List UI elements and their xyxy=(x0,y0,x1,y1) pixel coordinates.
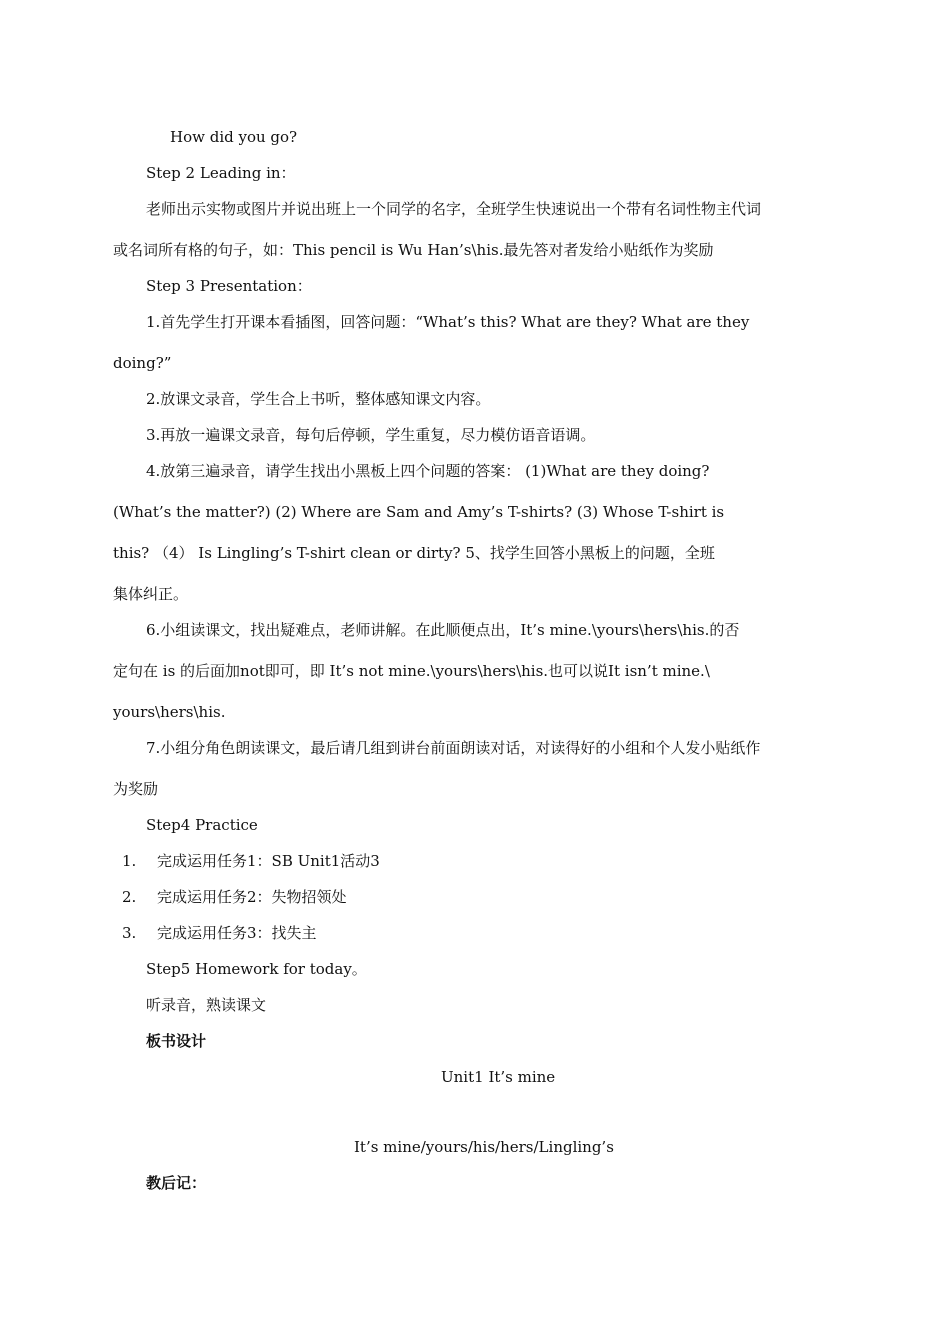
text-line: this? （4） Is Lingling’s T-shirt clean or dirty? 5、找学生回答小黑板上的问题，全班 xyxy=(113,544,715,562)
text-line: doing?” xyxy=(113,354,172,372)
text-line: yours\hers\his. xyxy=(113,703,226,721)
list-number: 2. xyxy=(122,888,137,906)
text-line: 3.再放一遍课文录音，每句后停顿，学生重复，尽力模仿语音语调。 xyxy=(146,426,596,444)
text-line: 1.首先学生打开课本看插图，回答问题：“What’s this? What are they? What are they xyxy=(146,313,750,331)
text-line: 为奖励 xyxy=(113,780,159,798)
text-line: 老师出示实物或图片并说出班上一个同学的名字，全班学生快速说出一个带有名词性物主代词 xyxy=(146,200,762,218)
text-line: 或名词所有格的句子，如：This pencil is Wu Han’s\his.最先答对者发给小贴纸作为奖励 xyxy=(113,241,714,259)
text-line: 定句在 is 的后面加not即可，即 It’s not mine.\yours\hers\his.也可以说It isn’t mine.\ xyxy=(113,662,710,680)
text-line: How did you go? xyxy=(170,128,298,146)
blackboard-title: Unit1 It’s mine xyxy=(441,1068,556,1086)
reflection-heading: 教后记： xyxy=(146,1174,207,1192)
list-item: 完成运用任务2：失物招领处 xyxy=(157,888,347,906)
step2-heading: Step 2 Leading in： xyxy=(146,164,296,182)
text-line: 4.放第三遍录音，请学生找出小黑板上四个问题的答案： (1)What are they doing? xyxy=(146,462,710,480)
blackboard-line: It’s mine/yours/his/hers/Lingling’s xyxy=(354,1138,614,1156)
step3-heading: Step 3 Presentation： xyxy=(146,277,312,295)
text-line: (What’s the matter?) (2) Where are Sam and Amy’s T-shirts? (3) Whose T-shirt is xyxy=(113,503,725,521)
list-item: 完成运用任务3：找失主 xyxy=(157,924,317,942)
list-number: 1. xyxy=(122,852,137,870)
step5-heading: Step5 Homework for today。 xyxy=(146,960,367,978)
blackboard-design-heading: 板书设计 xyxy=(146,1032,207,1050)
text-line: 7.小组分角色朗读课文，最后请几组到讲台前面朗读对话，对读得好的小组和个人发小贴纸作 xyxy=(146,739,761,757)
list-number: 3. xyxy=(122,924,137,942)
text-line: 听录音，熟读课文 xyxy=(146,996,267,1014)
step4-heading: Step4 Practice xyxy=(146,816,258,834)
text-line: 集体纠正。 xyxy=(113,585,189,603)
text-line: 2.放课文录音，学生合上书听，整体感知课文内容。 xyxy=(146,390,491,408)
list-item: 完成运用任务1：SB Unit1活动3 xyxy=(157,852,380,870)
text-line: 6.小组读课文，找出疑难点，老师讲解。在此顺便点出，It’s mine.\yours\hers\his.的否 xyxy=(146,621,740,639)
